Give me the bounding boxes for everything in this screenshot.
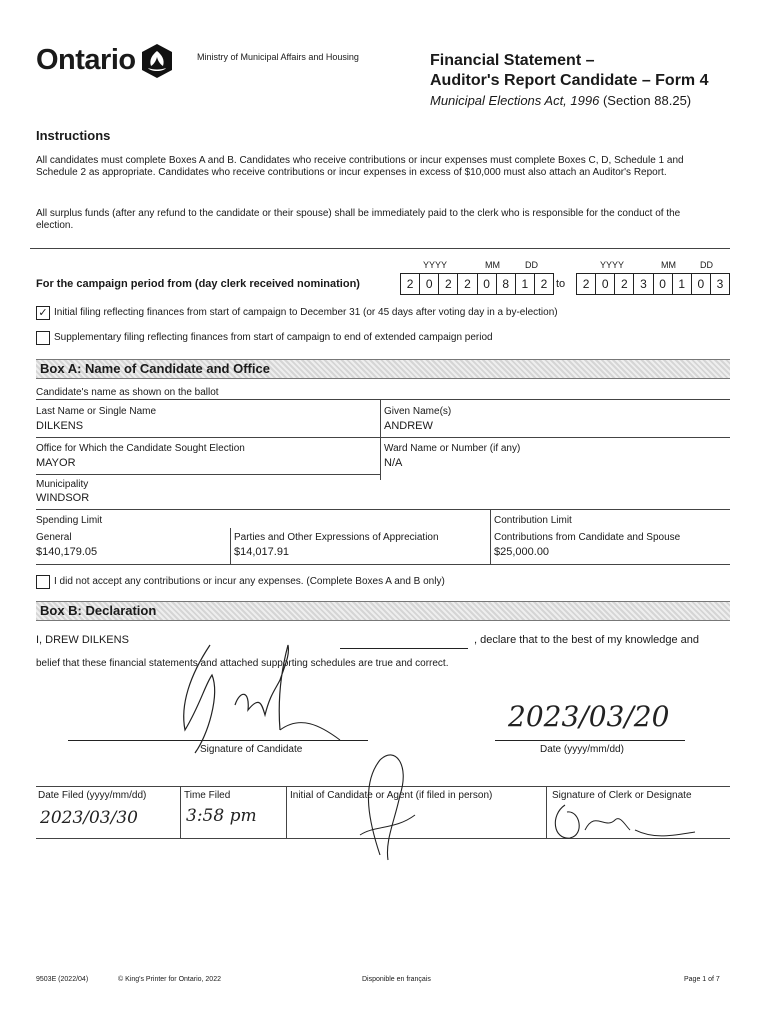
act-section: (Section 88.25) — [602, 93, 692, 108]
date-filed-value[interactable]: 2023/03/30 — [40, 808, 138, 828]
date-line — [495, 740, 685, 741]
divider — [230, 528, 231, 564]
supplementary-filing-checkbox[interactable] — [36, 331, 50, 345]
from-date-field[interactable] — [400, 273, 554, 295]
to-digit: 0 — [692, 274, 711, 294]
page-number: Page 1 of 7 — [684, 976, 720, 983]
to-digit: 2 — [615, 274, 634, 294]
last-name-label: Last Name or Single Name — [36, 406, 157, 417]
spending-limit-label: Spending Limit — [36, 515, 103, 526]
given-name-value[interactable]: ANDREW — [384, 420, 433, 432]
date-signed-value[interactable]: 2023/03/20 — [508, 700, 670, 733]
form-title-line1: Financial Statement – — [430, 52, 595, 69]
from-digit: 2 — [458, 274, 477, 294]
box-b-title: Box B: Declaration — [40, 603, 157, 618]
contrib-candidate-value[interactable]: $25,000.00 — [494, 546, 550, 558]
time-filed-value[interactable]: 3:58 pm — [186, 806, 257, 826]
divider — [30, 248, 730, 249]
from-mm-header: MM — [485, 260, 500, 270]
to-digit: 0 — [654, 274, 673, 294]
divider — [36, 474, 380, 475]
divider — [36, 437, 730, 438]
to-mm-header: MM — [661, 260, 676, 270]
form-title-line2: Auditor's Report Candidate – Form 4 — [430, 72, 709, 89]
form-code: 9503E (2022/04) — [36, 976, 89, 983]
to-date-field[interactable] — [576, 273, 730, 295]
initial-filing-label: Initial filing reflecting finances from start of campaign to December 31 (or 45 days after voting day in a by-election) — [54, 307, 558, 318]
box-a-title: Box A: Name of Candidate and Office — [40, 361, 270, 376]
contribution-limit-label: Contribution Limit — [494, 515, 572, 526]
instructions-heading: Instructions — [36, 128, 111, 143]
from-digit: 8 — [497, 274, 516, 294]
office-label: Office for Which the Candidate Sought Election — [36, 443, 245, 454]
clerk-signature-label: Signature of Clerk or Designate — [552, 790, 692, 801]
instructions-paragraph-2: All surplus funds (after any refund to the candidate or their spouse) shall be immediately paid to the clerk who is responsible for the conduct of the election. — [36, 208, 681, 231]
divider — [36, 564, 730, 565]
declarant-name[interactable]: I, DREW DILKENS — [36, 634, 129, 646]
to-dd-header: DD — [700, 260, 713, 270]
agent-initial-icon — [340, 745, 450, 865]
divider — [180, 786, 181, 838]
no-contributions-checkbox[interactable] — [36, 575, 50, 589]
ministry-name: Ministry of Municipal Affairs and Housing — [197, 52, 359, 62]
municipality-value[interactable]: WINDSOR — [36, 492, 90, 504]
supplementary-filing-label: Supplementary filing reflecting finances from start of campaign to end of extended campaign period — [54, 332, 493, 343]
office-value[interactable]: MAYOR — [36, 457, 76, 469]
to-digit: 3 — [634, 274, 653, 294]
initial-candidate-label: Initial of Candidate or Agent (if filed in person) — [290, 790, 493, 801]
from-digit: 1 — [516, 274, 535, 294]
ward-value[interactable]: N/A — [384, 457, 403, 469]
last-name-value[interactable]: DILKENS — [36, 420, 84, 432]
divider — [380, 400, 381, 480]
parties-value[interactable]: $14,017.91 — [234, 546, 290, 558]
contrib-candidate-label: Contributions from Candidate and Spouse — [494, 532, 681, 543]
given-name-label: Given Name(s) — [384, 406, 452, 417]
ward-label: Ward Name or Number (if any) — [384, 443, 521, 454]
to-digit: 2 — [577, 274, 596, 294]
candidate-signature-line — [68, 740, 368, 741]
municipality-label: Municipality — [36, 479, 89, 490]
clerk-signature-icon — [545, 800, 705, 850]
campaign-period-label: For the campaign period from (day clerk received nomination) — [36, 278, 360, 290]
divider — [490, 510, 491, 564]
general-label: General — [36, 532, 72, 543]
initial-filing-checkbox[interactable]: ✓ — [36, 306, 50, 320]
no-contributions-label: I did not accept any contributions or incur any expenses. (Complete Boxes A and B only) — [54, 576, 445, 587]
divider — [36, 399, 730, 400]
printer-credit: © King's Printer for Ontario, 2022 — [118, 976, 221, 983]
from-dd-header: DD — [525, 260, 538, 270]
to-yyyy-header: YYYY — [600, 260, 625, 270]
time-filed-label: Time Filed — [184, 790, 231, 801]
french-availability: Disponible en français — [362, 976, 431, 983]
act-reference — [430, 93, 691, 108]
candidate-signature-label: Signature of Candidate — [200, 744, 303, 755]
from-digit: 2 — [439, 274, 458, 294]
divider — [36, 509, 730, 510]
belief-text: belief that these financial statements and attached supporting schedules are true and correct. — [36, 658, 449, 669]
from-digit: 0 — [478, 274, 497, 294]
declaration-text: , declare that to the best of my knowledge and — [474, 634, 700, 646]
general-value[interactable]: $140,179.05 — [36, 546, 98, 558]
divider — [286, 786, 287, 838]
from-yyyy-header: YYYY — [423, 260, 448, 270]
from-digit: 2 — [540, 277, 548, 291]
trillium-logo-icon — [138, 42, 176, 80]
to-label: to — [556, 278, 566, 290]
date-signed-label: Date (yyyy/mm/dd) — [540, 744, 624, 755]
ontario-logo-text: Ontario — [36, 44, 136, 76]
ballot-note: Candidate's name as shown on the ballot — [36, 387, 219, 398]
to-digit: 3 — [716, 277, 724, 291]
from-digit: 0 — [420, 274, 439, 294]
parties-label: Parties and Other Expressions of Appreciation — [234, 532, 439, 543]
date-filed-label: Date Filed (yyyy/mm/dd) — [38, 790, 147, 801]
instructions-paragraph-1: All candidates must complete Boxes A and B. Candidates who receive contributions or incur expenses must complete Boxes C, D, Schedule 1 and Schedule 2 as appropriate. Candidates who receive contributions or incur expenses in excess of $10,000 must also attach an Auditor's Report. — [36, 155, 684, 178]
to-digit: 0 — [596, 274, 615, 294]
from-digit: 2 — [401, 274, 420, 294]
act-name: Municipal Elections Act, 1996 — [430, 93, 600, 108]
to-digit: 1 — [673, 274, 692, 294]
